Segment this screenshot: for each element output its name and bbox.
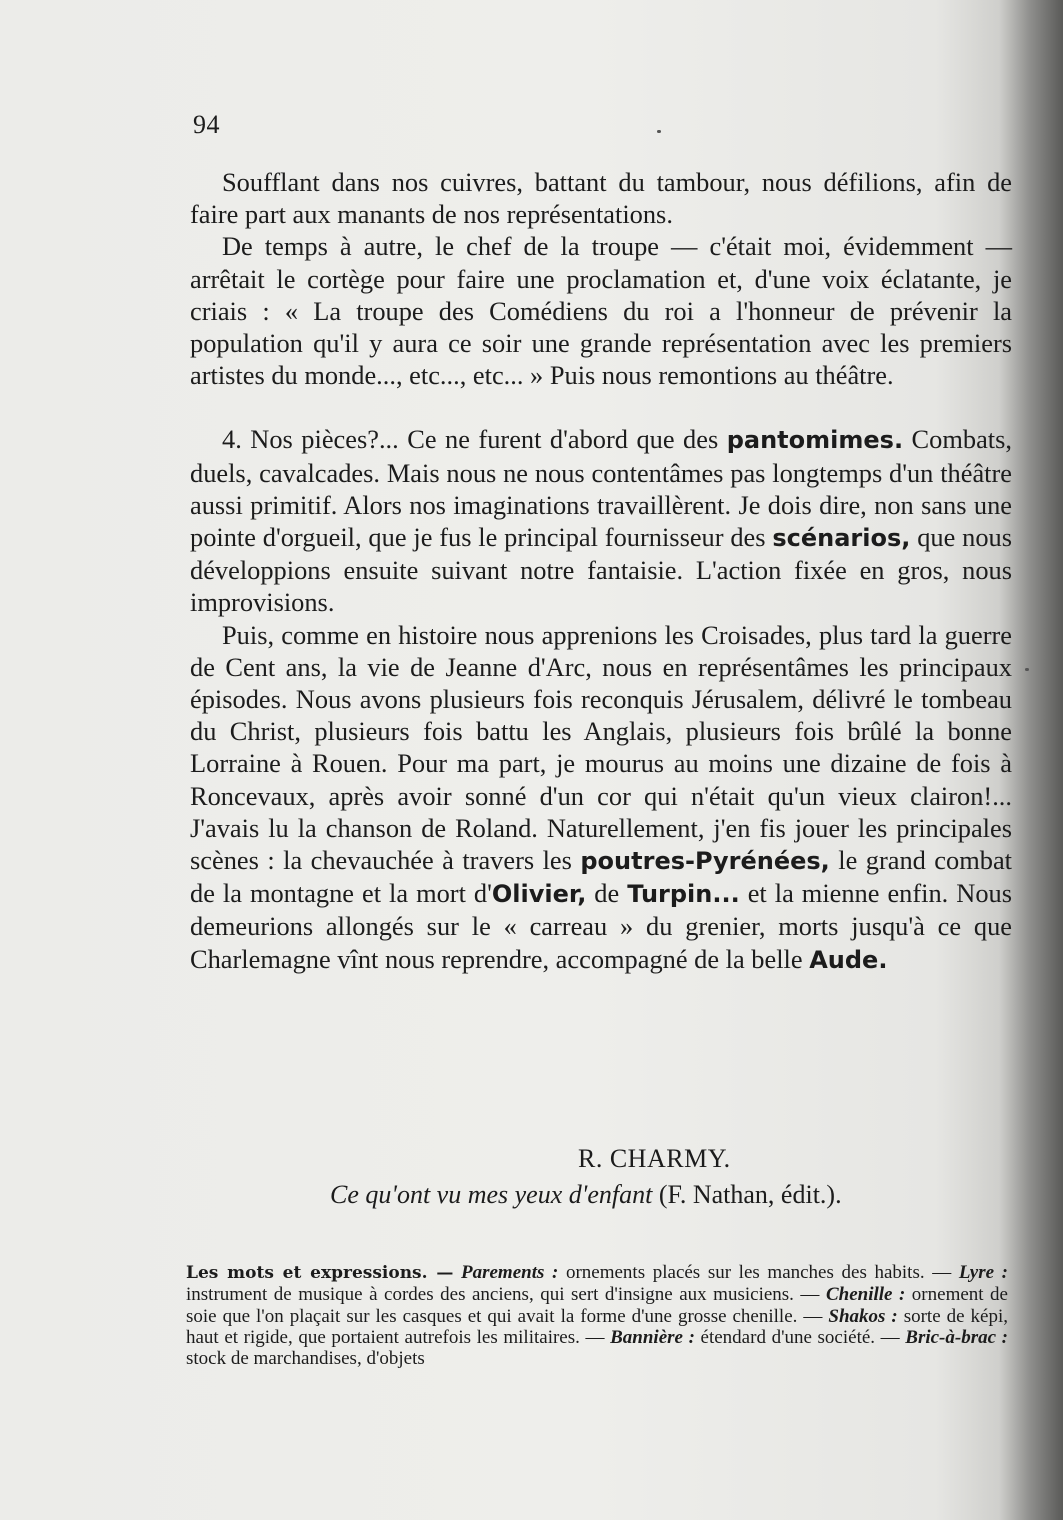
source-publisher: (F. Nathan, édit.). xyxy=(658,1180,842,1209)
paragraph xyxy=(190,423,1012,618)
text-run: 4. Nos pièces?... Ce ne furent d'abord que des xyxy=(222,424,727,455)
glossary-definition: étendard d'une société. — xyxy=(694,1326,906,1348)
text-run: et la mienne enfin. Nous demeurions allongés sur le « carreau » du grenier, morts jusqu'à ce que Charlemagne vînt nous reprendre, accompagné de la belle xyxy=(190,878,1012,974)
print-speck xyxy=(657,130,661,133)
glossary-term: Lyre : xyxy=(958,1262,1008,1283)
text-run: De temps à autre, le chef de la troupe — c'était moi, évidemment — arrêtait le cortège pour faire une proclamation et, d'une voix éclatante, je criais : « La troupe des Comédiens du roi a l'honneur de prévenir la population qu'il y aura ce soir une grande représentation avec les premiers artistes du monde..., etc..., etc... » Puis nous remontions au théâtre. xyxy=(190,231,1012,391)
glossary-term: Bannière : xyxy=(610,1326,695,1348)
paragraph xyxy=(190,230,1012,391)
author-signature: R. CHARMY. xyxy=(578,1144,731,1173)
glossary-title: Les mots et expressions. — xyxy=(186,1263,454,1283)
bold-term: pantomimes. xyxy=(726,426,904,455)
glossary-term: Bric-à-brac : xyxy=(905,1326,1008,1348)
print-speck xyxy=(1025,668,1029,671)
glossary-definition: instrument de musique à cordes des anciens, qui sert d'insigne aux musiciens. — xyxy=(186,1284,826,1306)
glossary-term: Shakos : xyxy=(828,1305,898,1327)
text-run: de xyxy=(586,878,628,909)
glossary-term: Chenille : xyxy=(825,1284,906,1306)
bold-term: Turpin... xyxy=(627,880,740,909)
paragraph xyxy=(190,619,1012,976)
source-title: Ce qu'ont vu mes yeux d'enfant xyxy=(330,1180,653,1209)
bold-term: Aude. xyxy=(809,945,888,974)
glossary-definition: sorte de képi, haut et rigide, que portaient autrefois les militaires. — xyxy=(186,1305,1009,1348)
text-run: que nous développions ensuite suivant notre fantaisie. L'action fixée en gros, nous improvisions. xyxy=(190,522,1012,618)
glossary-footnote xyxy=(186,1262,1008,1369)
glossary-definition: stock de marchandises, d'objets xyxy=(186,1348,425,1370)
paragraph xyxy=(190,166,1012,230)
body-text xyxy=(190,166,1012,976)
bold-term: poutres-Pyrénées, xyxy=(580,847,830,876)
text-run: Combats, duels, cavalcades. Mais nous ne nous contentâmes pas longtemps d'un théâtre aussi primitif. Alors nos imaginations travaillèrent. Je dois dire, non sans une pointe d'orgueil, que je fus le principal fournisseur des xyxy=(190,424,1012,553)
text-run: le grand combat de la montagne et la mort d' xyxy=(190,845,1012,909)
glossary-definition: ornements placés sur les manches des habits. — xyxy=(558,1262,959,1283)
glossary-definition: ornement de soie que l'on plaçait sur les casques et qui avait la forme d'une grosse chenille. — xyxy=(186,1284,1008,1327)
text-run: Puis, comme en histoire nous apprenions les Croisades, plus tard la guerre de Cent ans, la vie de Jeanne d'Arc, nous en représentâmes les principaux épisodes. Nous avons plusieurs fois reconquis Jérusalem, délivré le tombeau du Christ, plusieurs fois battu les Anglais, plusieurs fois brûlé la bonne Lorraine à Rouen. Pour ma part, je mourus au moins une dizaine de fois à Roncevaux, après avoir sonné d'un cor qui n'était qu'un vieux clairon!... J'avais lu la chanson de Roland. Naturellement, j'en fis jouer les principales scènes : la chevauchée à travers les xyxy=(190,619,1012,876)
page-number: 94 xyxy=(193,110,220,139)
bold-term: Olivier, xyxy=(491,880,587,909)
bold-term: scénarios, xyxy=(772,524,911,553)
text-run: Soufflant dans nos cuivres, battant du tambour, nous défilions, afin de faire part aux manants de nos représentations. xyxy=(190,167,1012,230)
glossary-term: Parements : xyxy=(460,1262,559,1283)
source-citation xyxy=(330,1180,842,1210)
